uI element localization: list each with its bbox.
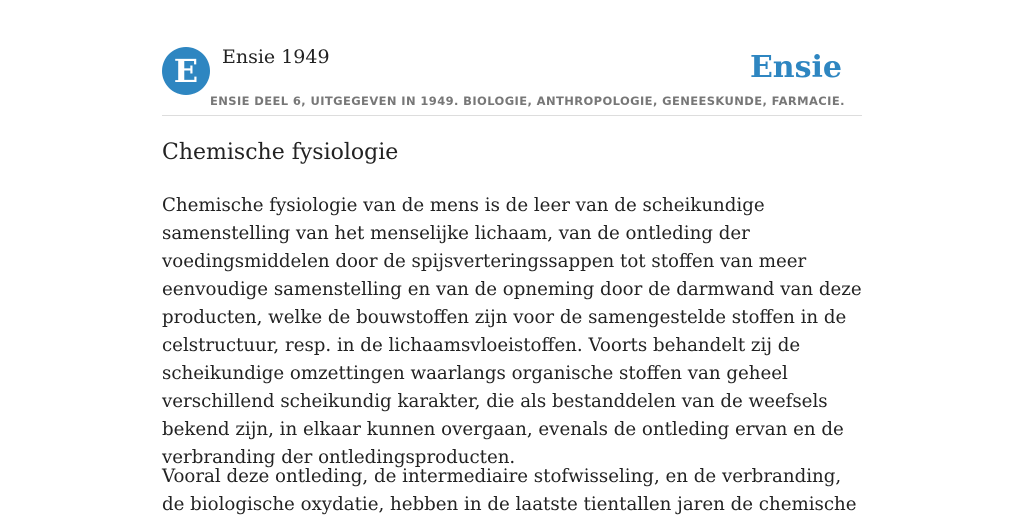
brand-logo[interactable]: Ensie <box>749 50 842 85</box>
edition-subtitle: ENSIE DEEL 6, UITGEGEVEN IN 1949. BIOLOGIE, ANTHROPOLOGIE, GENEESKUNDE, FARMACIE. <box>210 94 845 108</box>
article-title: Chemische fysiologie <box>162 140 399 165</box>
site-title[interactable]: Ensie 1949 <box>222 46 330 68</box>
article-paragraph: Vooral deze ontleding, de intermediaire stofwisseling, en de verbranding, de biologische oxydatie, hebben in de laatste tientallen jaren de chemische <box>162 466 857 515</box>
header-divider <box>162 115 862 116</box>
article-paragraph: Chemische fysiologie van de mens is de leer van de scheikundige samenstelling van het menselijke lichaam, van de ontleding der voedingsmiddelen door de spijsverteringssappen tot stoffen van meer eenvoudige samenstelling en van de opneming door de darmwand van deze producten, welke de bouwstoffen zijn voor de samengestelde stoffen in de celstructuur, resp. in de lichaamsvloeistoffen. Voorts behandelt zij de scheikundige omzettingen waarlangs organische stoffen van geheel verschillend scheikundig karakter, die als bestanddelen van de weefsels bekend zijn, in elkaar kunnen overgaan, evenals de ontleding ervan en de verbranding der ontledingsproducten. <box>162 195 862 468</box>
ensie-logo-icon[interactable]: E <box>162 47 210 95</box>
